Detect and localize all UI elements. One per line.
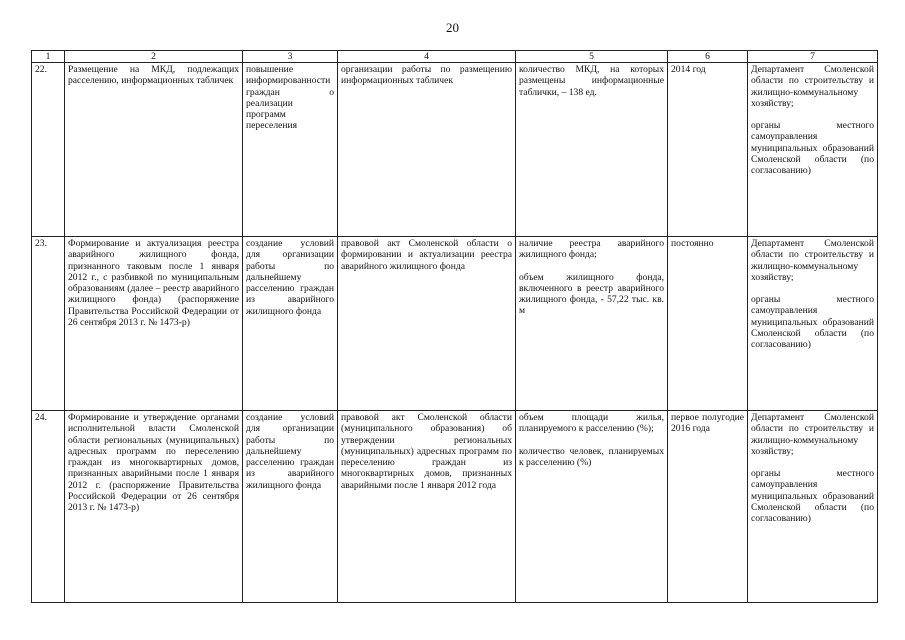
column-header: 6	[668, 51, 748, 63]
executors-cell	[748, 411, 878, 603]
activity-text: Размещение на МКД, подлежащих расселению, информационных табличек	[68, 64, 239, 87]
row-number: 22.	[32, 63, 65, 237]
table-row	[32, 63, 878, 237]
result-doc-text: правовой акт Смоленской области (муниципального образования) об утверждении региональных (муниципальных) адресных программ по переселению граждан из многоквартирных домов, признанных аварийными после 1 января 2012 года	[341, 412, 512, 491]
executors-cell	[748, 237, 878, 411]
goal-cell	[243, 237, 338, 411]
goal-text: повышение информированности граждан о реализации программ переселения	[246, 64, 334, 132]
goal-text: создание условий для организации работы по дальнейшему расселению граждан из аварийного жилищного фонда	[246, 412, 334, 491]
table-row	[32, 411, 878, 603]
executor-text: органы местного самоуправления муниципальных образований Смоленской области (по согласованию)	[751, 120, 874, 177]
executor-text: органы местного самоуправления муниципальных образований Смоленской области (по согласованию)	[751, 294, 874, 351]
executor-text: Департамент Смоленской области по строительству и жилищно-коммунальному хозяйству;	[751, 238, 874, 283]
activity-cell	[65, 237, 243, 411]
activity-cell	[65, 411, 243, 603]
term-text: постоянно	[671, 238, 714, 249]
activity-text: Формирование и актуализация реестра аварийного жилищного фонда, признанного таковым после 1 января 2012 г., с разбивкой по муниципальным образованиям (далее – реестр аварийного жилищного фонда) (распоряжение Правительства Российской Федерации от 26 сентября 2013 г. № 1473-р)	[68, 238, 239, 329]
result-doc-text: организации работы по размещению информационных табличек	[341, 64, 512, 87]
indicator-text: количество МКД, на которых размещены информационные таблички, – 138 ед.	[519, 64, 664, 98]
activity-text: Формирование и утверждение органами исполнительной власти Смоленской области региональных (муниципальных) адресных программ по переселению граждан из многоквартирных домов, признанных аварийными после 1 января 2012 г. (распоряжение Правительства Российской Федерации от 26 сентября 2013 г. № 1473-р)	[68, 412, 239, 514]
column-header: 3	[243, 51, 338, 63]
term-text: первое полугодие 2016 года	[671, 412, 744, 435]
result-doc-cell	[338, 63, 516, 237]
goal-text: создание условий для организации работы по дальнейшему расселению граждан из аварийного жилищного фонда	[246, 238, 334, 317]
executor-text: органы местного самоуправления муниципальных образований Смоленской области (по согласованию)	[751, 468, 874, 525]
result-doc-text: правовой акт Смоленской области о формировании и актуализации реестра аварийного жилищного фонда	[341, 238, 512, 272]
indicators-cell	[516, 63, 668, 237]
executor-text: Департамент Смоленской области по строительству и жилищно-коммунальному хозяйству;	[751, 64, 874, 109]
term-cell	[668, 237, 748, 411]
term-cell	[668, 63, 748, 237]
indicators-cell	[516, 237, 668, 411]
executor-text: Департамент Смоленской области по строительству и жилищно-коммунальному хозяйству;	[751, 412, 874, 457]
activity-cell	[65, 63, 243, 237]
column-header: 2	[65, 51, 243, 63]
column-header: 5	[516, 51, 668, 63]
column-number-row	[32, 51, 878, 63]
row-number: 24.	[32, 411, 65, 603]
indicator-text: количество человек, планируемых к расселению (%)	[519, 445, 664, 468]
column-header: 1	[32, 51, 65, 63]
term-cell	[668, 411, 748, 603]
goal-cell	[243, 63, 338, 237]
goal-cell	[243, 411, 338, 603]
executors-cell	[748, 63, 878, 237]
column-header: 4	[338, 51, 516, 63]
result-doc-cell	[338, 411, 516, 603]
measures-table	[31, 50, 878, 603]
table-row	[32, 237, 878, 411]
column-header: 7	[748, 51, 878, 63]
row-number: 23.	[32, 237, 65, 411]
indicator-text: наличие реестра аварийного жилищного фонда;	[519, 238, 664, 261]
result-doc-cell	[338, 237, 516, 411]
indicator-text: объем жилищного фонда, включенного в реестр аварийного жилищного фонда, - 57,22 тыс. кв. м	[519, 271, 664, 317]
term-text: 2014 год	[671, 64, 706, 75]
indicator-text: объем площади жилья, планируемого к расселению (%);	[519, 412, 664, 435]
page-number: 20	[446, 20, 459, 35]
indicators-cell	[516, 411, 668, 603]
